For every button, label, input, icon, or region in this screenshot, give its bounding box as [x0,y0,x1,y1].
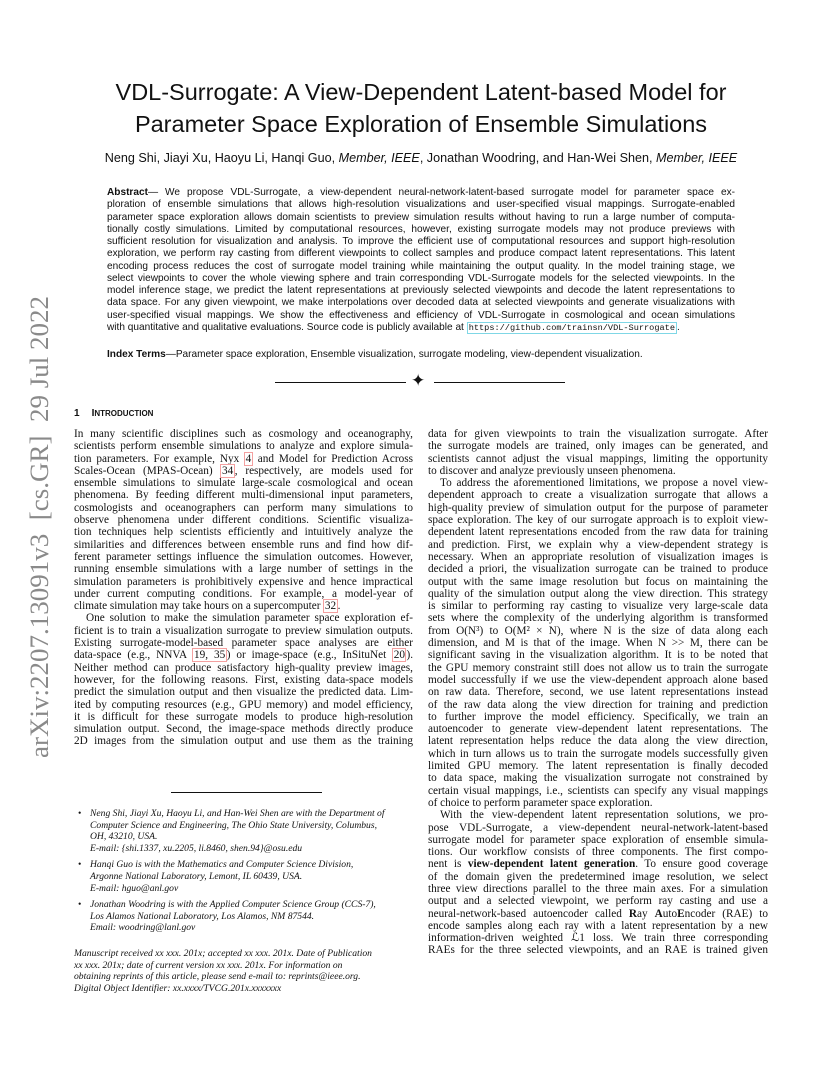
text-line: decided a priori, the visualization surrogate can be trained to produce [428,563,768,576]
footnote-item [78,859,413,894]
text-line: RAEs for the three selected viewpoints, and an RAE is trained given [428,944,768,957]
divider-star-icon: ✦ [411,371,426,390]
right-column-text [428,428,768,957]
manuscript-line: Digital Object Identifier: xx.xxxx/TVCG.201x.xxxxxxx [74,983,282,995]
text-line: of the domain given the predetermined image resolution, we select [428,870,768,883]
abstract-line [107,187,735,199]
arxiv-stamp-svg [6,295,66,760]
text-line: cosmologists and oceanographers can perform many simulations to [74,501,413,514]
text-line: output and a selected viewpoint, we perform ray casting and use a [428,895,768,908]
text-line: certain visual mappings, i.e., scientists can specify any visual mappings [428,784,768,797]
bullet-icon: • [78,808,82,819]
text-line: Neither method can produce satisfactory high-quality preview images, [74,661,413,674]
text-line: from O(N³) to O(M² × N), where N is the size of data along each [428,624,768,637]
text-line: observe phenomena under different conditions. Scientific visualiza- [74,514,413,527]
section-heading [74,408,153,419]
text-line: sets where the complexity of the underlying algorithm is transformed [428,612,768,625]
footnote-item [78,808,413,854]
text-line: 2D images from the simulation output and use them as the training [74,735,413,748]
text-line: necessary. When an appropriate resolution of visualization images is [428,550,768,563]
footnote-line: OH, 43210, USA. [90,831,158,843]
text-line: ficient is to train a visualization surrogate to preview simulation outputs. [74,624,413,637]
text-line: neural-network-based autoencoder called Ray AutoEncoder (RAE) to [428,907,768,920]
text-line: In many scientific disciplines such as cosmology and oceanography, [74,428,413,440]
footnote-line: Los Alamos National Laboratory, Los Alamos, NM 87544. [90,910,315,922]
author-membership-1: Member, IEEE [338,151,420,165]
abstract-last-line-text: with quantitative and qualitative evaluations. Source code is publicly available at [107,321,464,333]
source-code-link[interactable]: https://github.com/trainsn/VDL-Surrogate [468,322,675,333]
section-number: 1 [74,408,80,419]
index-terms-label: Index Terms [107,349,166,360]
text-line: dependent approach to create a visualization surrogate that allows a [428,489,768,502]
text-line: three view directions parallel to the three main axes. For a simulation [428,882,768,895]
bullet-icon: • [78,899,82,911]
manuscript-line: xx xxx. 201x; date of current version xx xxx. 201x. For information on [74,959,343,971]
text-line: high-quality preview of simulation output for the purpose of parameter [428,501,768,514]
text-line: dimension, and M is that of the image. When N >> M, there can be [428,637,768,650]
paper-title [96,76,746,140]
text-line: phenomena. By feeding different multi-dimensional input parameters, [74,489,413,502]
text-line: model successfully if we use the view-dependent approach alone based [428,673,768,686]
text-line: it is difficult for these surrogate models to produce high-resolution [74,710,413,723]
footnote-line: Jonathan Woodring is with the Applied Computer Science Group (CCS-7), [90,899,376,911]
text-line: To address the aforementioned limitations, we propose a novel view- [440,477,768,490]
abstract-line: select viewpoints to cover the whole viewing sphere and train corresponding VDL-Surrogate models for the selected viewpoints. In the [107,272,735,284]
text-line: the GPU memory constraint still does not allow us to train the surrogate [428,661,768,674]
text-line: on raw data. Therefore, second, we use latent representations instead [428,686,768,699]
abstract-last-line [107,322,735,334]
text-line: output with the same image resolution but focus on maintaining the [428,575,768,588]
text-line: surrogate model for parameter space exploration of ensemble simula- [428,833,768,846]
divider-rule-left [275,382,406,383]
text-line: of choice to perform parameter space exploration. [428,796,653,809]
text-line: space exploration. The key of our surrogate approach is to exploit view- [428,514,768,527]
text-line: predict the simulation output and then visualize the predicted data. Lim- [74,686,413,699]
divider-rule-right [434,382,565,383]
left-column-text [74,428,413,748]
footnote-line: E-mail: hguo@anl.gov [90,882,179,894]
footnote-line: E-mail: {shi.1337, xu.2205, li.8460, shen.94}@osu.edu [90,842,303,854]
text-line: is similar to performing ray casting to visualize very large-scale data [428,600,768,613]
abstract-line: encoding process reduces the cost of surrogate model training while maintaining the output quality. In the model training stage, we [107,260,735,272]
text-line: data for given viewpoints to train the visualization surrogate. After [428,428,768,440]
text-line: encode samples along each ray with a latent representation by a new [428,919,768,932]
text-line: information-driven weighted ℒ1 loss. We train three corresponding [428,932,768,945]
bullet-icon: • [78,859,82,871]
text-line: dependent latent representations encoded from the raw data for training [428,526,768,539]
paper-title-line-2: Parameter Space Exploration of Ensemble Simulations [134,111,708,137]
text-line: climate simulation may take hours on a supercomputer 32 . [74,600,341,613]
text-line: significant saving in the visualization algorithm. It is to be noted that [428,649,768,662]
text-line: With the view-dependent latent representation solutions, we pro- [440,809,768,822]
index-terms-text: —Parameter space exploration, Ensemble visualization, surrogate modeling, view-dependent visualization. [165,349,643,360]
manuscript-line: Manuscript received xx xxx. 201x; accepted xx xxx. 201x. Date of Publication [74,948,372,959]
abstract [107,187,735,334]
text-line: pose VDL-Surrogate, a view-dependent neural-network-latent-based [428,821,768,834]
text-line: ferent parameter settings influence the simulation outcomes. However, [74,550,413,563]
abstract-line: exploration, we perform ray casting from different viewpoints to collect samples and produce compact latent representations. This latent [107,248,735,260]
footnote-line: Email: woodring@lanl.gov [90,922,196,934]
citation-link[interactable]: 34 [221,464,234,477]
manuscript-line: obtaining reprints of this article, please send e-mail to: reprints@ieee.org. [74,971,361,983]
text-line: to further improve the model efficiency. Specifically, we train an [428,710,768,723]
text-line: autoencoder to generate view-dependent latent representations. The [428,723,768,736]
text-line: tions. Our workflow consists of three components. The first compo- [428,846,768,859]
text-line: tion parameters. For example, Nyx 4 and Model for Prediction Across [74,452,413,465]
authors-part-1: Neng Shi, Jiayi Xu, Haoyu Li, Hanqi Guo, [104,151,336,165]
text-line: One solution to make the simulation parameter space exploration ef- [86,612,413,625]
footnote-rule [171,792,322,793]
author-footnotes [78,808,413,939]
abstract-line: ploration of ensemble simulations that allows high-resolution visualizations and user-specified visual mappings. Surrogate-enabled [107,199,735,211]
text-line: nent is view-dependent latent generation. To ensure good coverage [428,858,769,871]
text-line: running ensemble simulations with a large number of settings in the [74,563,413,576]
text-line: Existing surrogate-model-based parameter space analyses are either [74,637,413,650]
abstract-line: model inference stage, we predict the latent representations at previously selected viewpoints and decode the latent representations to [107,285,735,296]
text-line: scientists perform ensemble simulations to analyze and explore simula- [74,440,413,453]
citation-link[interactable]: 20 [393,649,405,662]
abstract-line: user-specified visual mappings. We show the effectiveness and efficiency of VDL-Surrogate in cosmological and ocean simulations [107,309,735,321]
text-line: of the raw data along the view direction for training and prediction [428,698,768,711]
footnote-line: Hanqi Guo is with the Mathematics and Computer Science Division, [90,859,354,871]
abstract-line: parameter space exploration allows domain scientists to preview simulation results without having to run a large number of computa- [107,211,735,223]
section-title-rest: NTRODUCTION [94,409,154,418]
abstract-line: data space. For any given viewpoint, we make interpolations over decoded data at selected viewpoints and generate visualizations with [107,297,735,309]
abstract-line: sufficient resolution for visualization and analysis. To improve the efficient use of computational resources and support high-resolution [107,236,735,247]
text-line: which in turn allows us to train the surrogate models successfully given [428,747,768,760]
paper-title-line-1: VDL-Surrogate: A View-Dependent Latent-based Model for [115,79,727,105]
footnote-item [78,899,413,934]
text-line: to discover and analyze previously unseen phenomena. [428,464,676,477]
section-divider [275,371,565,390]
text-line: however, for the following reasons. First, existing data-space models [74,673,413,686]
text-line: and prediction. First, we explain why a view-dependent strategy is [428,538,768,551]
text-line: the surrogate models are trained, only images can be generated, and [428,440,768,453]
author-list [70,151,772,165]
abstract-line-text: — We propose VDL-Surrogate, a view-dependent neural-network-latent-based surrogate model for parameter space ex- [147,187,735,198]
citation-link[interactable]: 4 [245,452,252,465]
author-membership-2: Member, IEEE [655,151,738,165]
section-title-initial: I [91,408,95,419]
text-line: ited by computing resources (e.g., GPU memory) and model efficiency, [74,698,413,711]
arxiv-stamp-text: arXiv:2207.13091v3 [cs.GR] 29 Jul 2022 [24,304,54,758]
text-line: scientists cannot adjust the visual mappings, limiting the opportunity [428,452,768,465]
index-terms [107,349,735,360]
text-line: Scales-Ocean (MPAS-Ocean) 34 , respectively, are models used for [74,464,413,477]
text-line: latent representation helps reduce the data along the view direction, [428,735,768,748]
arxiv-stamp [6,295,66,760]
abstract-line: tionally costly simulations. Limited by computational resources, however, existing surrogate models may not produce previews with [107,223,735,235]
footnote-line: Computer Science and Engineering, The Ohio State University, Columbus, [90,819,377,831]
citation-link[interactable]: 19, 35 [193,649,226,662]
text-line: tion techniques help scientists efficiently and intuitively analyze the [74,526,413,539]
text-line: data-space (e.g., NNVA 19, 35 ) or image-space (e.g., InSituNet 20 ). [74,649,414,662]
text-line: simulation parameters is prohibitively expensive and hence impractical [74,575,413,588]
text-line: under current computing conditions. For example, a model-year of [74,587,413,600]
text-line: limited GPU memory. The latent representation is finally decoded [428,760,768,773]
text-line: to data space, making the visualization surrogate not constrained by [428,772,768,785]
footnote-line: Argonne National Laboratory, Lemont, IL 60439, USA. [90,870,303,882]
text-line: quality of the simulation output along the view direction. This strategy [428,587,768,600]
abstract-final-period: . [676,321,680,333]
abstract-label: Abstract [107,187,148,198]
manuscript-info [74,948,414,995]
text-line: ensemble simulations to simulate large-scale cosmological and ocean [74,477,413,490]
text-line: simulation output. Second, the image-space methods directly produce [74,723,413,736]
footnote-line: Neng Shi, Jiayi Xu, Haoyu Li, and Han-Wei Shen are with the Department of [90,808,385,819]
text-line: similarities and differences between ensemble runs and find how dif- [74,538,413,551]
authors-part-2: , Jonathan Woodring, and Han-Wei Shen, [419,151,653,165]
citation-link[interactable]: 32 [324,600,337,613]
